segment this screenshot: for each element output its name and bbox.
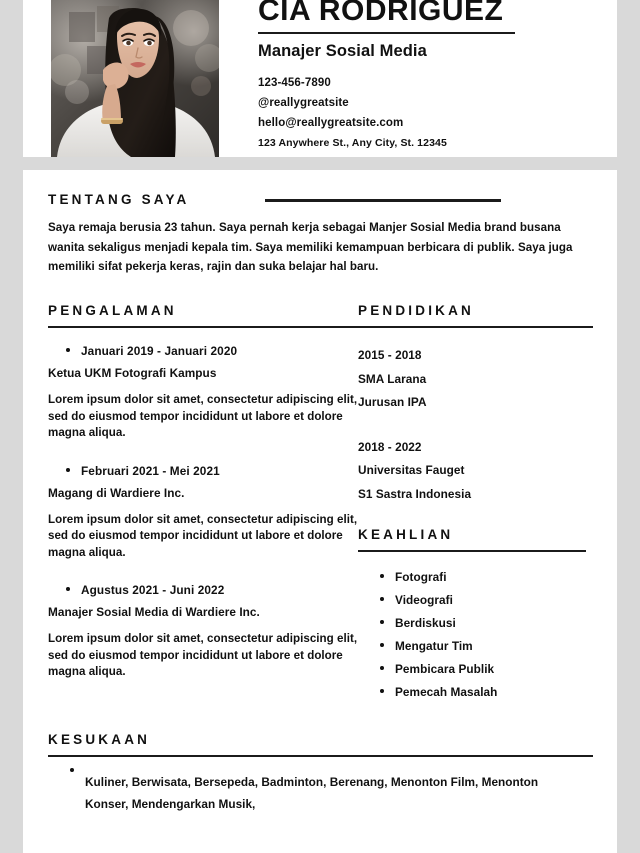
skill-item <box>380 566 593 589</box>
skill-label: Videografi <box>395 593 453 608</box>
skill-item <box>380 635 593 658</box>
about-divider <box>265 199 501 201</box>
skill-item <box>380 658 593 681</box>
education-years: 2018 - 2022 <box>358 439 422 454</box>
portrait-photo-graphic <box>51 0 219 157</box>
experience-role: Manajer Sosial Media di Wardiere Inc. <box>48 605 260 620</box>
skills-title: KEAHLIAN <box>358 527 454 543</box>
experience-title: PENGALAMAN <box>48 303 177 318</box>
column-headers <box>48 303 593 318</box>
bullet-icon <box>70 768 74 772</box>
likes-row <box>70 771 593 815</box>
contact-phone: 123-456-7890 <box>258 77 331 89</box>
header-text-block <box>258 0 608 153</box>
bullet-icon <box>66 468 70 472</box>
about-title: TENTANG SAYA <box>48 192 190 207</box>
likes-title: KESUKAAN <box>48 732 151 747</box>
bullet-icon <box>66 348 70 352</box>
bullet-icon <box>66 587 70 591</box>
education-header <box>358 303 593 318</box>
experience-date: Februari 2021 - Mei 2021 <box>81 463 220 478</box>
experience-role: Magang di Wardiere Inc. <box>48 485 185 500</box>
experience-item <box>48 344 358 442</box>
section-columns <box>48 303 593 704</box>
name-divider <box>258 32 515 34</box>
contact-address: 123 Anywhere St., Any City, St. 12345 <box>258 137 447 149</box>
education-program: S1 Sastra Indonesia <box>358 486 472 501</box>
experience-date: Agustus 2021 - Juni 2022 <box>81 583 225 598</box>
experience-role: Ketua UKM Fotografi Kampus <box>48 366 217 381</box>
education-years: 2015 - 2018 <box>358 348 422 363</box>
section-skills <box>358 527 593 704</box>
header-panel <box>23 0 617 157</box>
likes-divider <box>48 755 593 757</box>
experience-date-row <box>66 464 358 478</box>
skill-label: Fotografi <box>395 570 447 585</box>
skill-label: Pemecah Masalah <box>395 685 498 700</box>
experience-header <box>48 303 358 318</box>
page-title: CIA RODRIGUEZ <box>258 0 504 27</box>
education-item <box>358 344 593 415</box>
skill-item <box>380 681 593 704</box>
section-about <box>48 192 593 288</box>
skill-item <box>380 589 593 612</box>
contact-email: hello@reallygreatsite.com <box>258 117 404 129</box>
skill-label: Pembicara Publik <box>395 662 495 677</box>
body-panel <box>23 170 617 853</box>
education-program: Jurusan IPA <box>358 395 427 410</box>
experience-description: Lorem ipsum dolor sit amet, consectetur adipiscing elit, sed do eiusmod tempor incididunt ut labore et dolore magna aliqua. <box>48 632 358 679</box>
experience-date-row <box>66 344 358 358</box>
education-skills-column <box>358 344 593 704</box>
bullet-icon <box>380 689 384 693</box>
bullet-icon <box>380 574 384 578</box>
bullet-icon <box>380 643 384 647</box>
section-likes <box>48 732 593 815</box>
likes-text: Kuliner, Berwisata, Bersepeda, Badminton, Berenang, Menonton Film, Menonton Konser, Mendengarkan Musik, <box>85 775 539 812</box>
skill-label: Mengatur Tim <box>395 639 473 654</box>
about-text: Saya remaja berusia 23 tahun. Saya pernah kerja sebagai Manjer Sosial Media brand busana wanita sekaligus menjadi kepala tim. Saya memiliki kemampuan berbicara di publik. Saya juga memiliki sifat pekerja keras, rajin dan suka belajar hal baru. <box>48 221 573 273</box>
experience-description: Lorem ipsum dolor sit amet, consectetur adipiscing elit, sed do eiusmod tempor incididunt ut labore et dolore magna aliqua. <box>48 393 358 440</box>
skills-divider <box>358 550 586 552</box>
education-school: Universitas Fauget <box>358 463 465 478</box>
experience-item <box>48 583 358 681</box>
bullet-icon <box>380 597 384 601</box>
experience-date: Januari 2019 - Januari 2020 <box>81 344 238 359</box>
skills-list <box>358 566 593 704</box>
columns-divider <box>48 326 593 328</box>
education-school: SMA Larana <box>358 371 427 386</box>
skill-label: Berdiskusi <box>395 616 456 631</box>
skill-item <box>380 612 593 635</box>
columns-body <box>48 344 593 704</box>
contact-handle: @reallygreatsite <box>258 97 349 109</box>
job-title: Manajer Sosial Media <box>258 42 427 60</box>
experience-description: Lorem ipsum dolor sit amet, consectetur adipiscing elit, sed do eiusmod tempor incididunt ut labore et dolore magna aliqua. <box>48 512 358 559</box>
education-item <box>358 436 593 507</box>
bullet-icon <box>380 620 384 624</box>
experience-item <box>48 464 358 562</box>
contact-block <box>258 73 608 153</box>
profile-photo <box>51 0 219 157</box>
education-title: PENDIDIKAN <box>358 303 475 318</box>
about-header-row <box>48 192 593 207</box>
experience-date-row <box>66 583 358 597</box>
experience-list <box>48 344 358 704</box>
bullet-icon <box>380 666 384 670</box>
